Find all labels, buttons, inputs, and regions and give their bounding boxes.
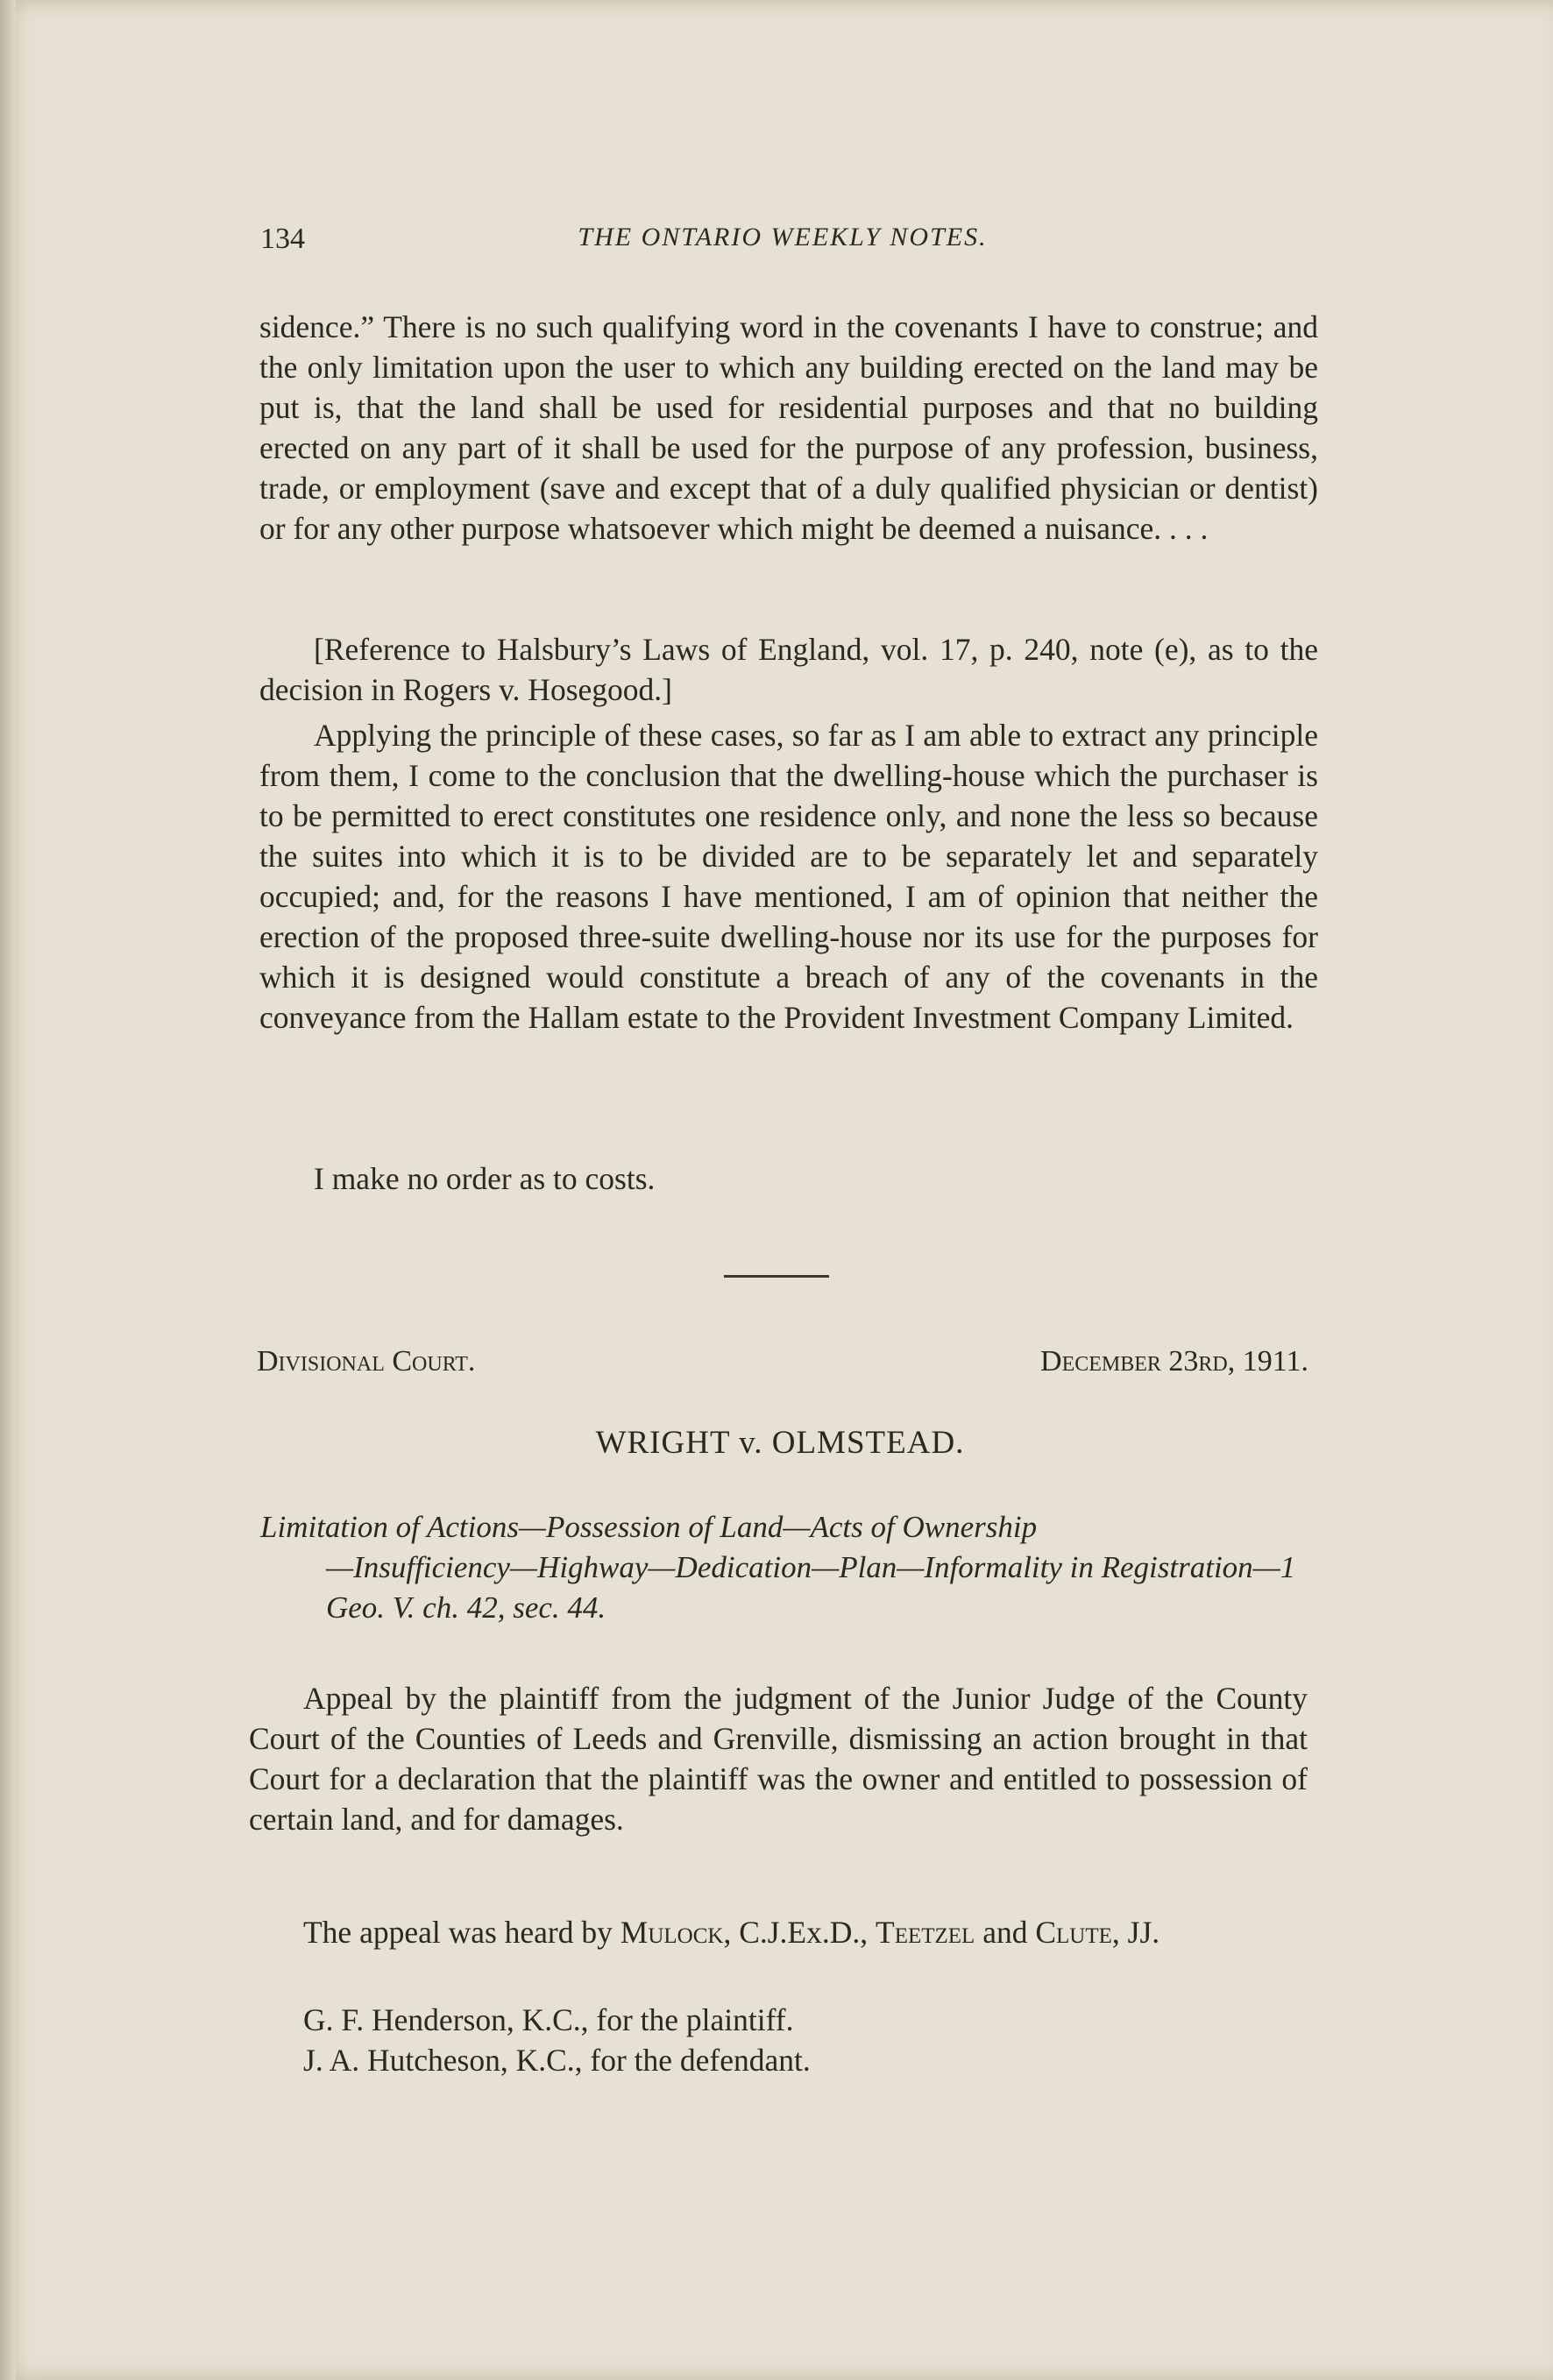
body-paragraph-4: I make no order as to costs. xyxy=(314,1161,656,1196)
headnote-line-1: Limitation of Actions—Possession of Land—Acts of Ownership xyxy=(260,1510,1038,1544)
judge-mulock: Mulock xyxy=(620,1915,724,1950)
case-title: WRIGHT v. OLMSTEAD. xyxy=(595,1425,965,1461)
counsel-plaintiff: G. F. Henderson, K.C., for the plaintiff. xyxy=(303,2002,794,2037)
running-head: THE ONTARIO WEEKLY NOTES. xyxy=(578,223,988,251)
body-paragraph-3: Applying the principle of these cases, so far as I am able to extract any principle from them, I come to the conclusion that the dwelling-house which the purchaser is to be permitted to erect constitutes one residence only, and none the less so because the suites into which it is to be divided are to be separately let and separately occupied; and, for the reasons I have mentioned, I am of opinion that neither the erection of the proposed three-suite dwelling-house nor its use for the purposes for which it is designed would constitute a breach of any of the covenants in the conveyance from the Hallam estate to the Provident Investment Company Limited. xyxy=(259,718,1318,1035)
headnote-continuation: —Insufficiency—Highway—Dedication—Plan—Informality in Registration—1 Geo. V. ch. 42, sec. 44. xyxy=(326,1550,1296,1625)
hearing-suffix: , JJ. xyxy=(1111,1915,1160,1950)
court-date-line xyxy=(257,1345,1308,1389)
court-name: Divisional Court. xyxy=(257,1345,476,1378)
page-spine-shadow xyxy=(0,0,16,2380)
body-paragraph-2: [Reference to Halsbury’s Laws of England, vol. 17, p. 240, note (e), as to the decision in Rogers v. Hosegood.] xyxy=(259,632,1318,707)
appeal-paragraph: Appeal by the plaintiff from the judgment of the Junior Judge of the County Court of the Counties of Leeds and Grenville, dismissing an action brought in that Court for a declaration that the plaintiff was the owner and entitled to possession of certain land, and for damages. xyxy=(249,1681,1308,1837)
counsel-defendant: J. A. Hutcheson, K.C., for the defendant. xyxy=(303,2043,811,2078)
section-divider xyxy=(724,1275,829,1278)
hearing-mid: , C.J.Ex.D., xyxy=(723,1915,876,1950)
hearing-prefix: The appeal was heard by xyxy=(303,1915,620,1950)
page-header xyxy=(248,217,1317,261)
judge-teetzel: Teetzel xyxy=(876,1915,975,1950)
case-headnote xyxy=(260,1507,1310,1628)
body-paragraph-1: sidence.” There is no such qualifying word in the covenants I have to construe; and the only limitation upon the user to which any building erected on the land may be put is, that the land shall be used for residential purposes and that no building erected on any part of it shall be used for the purpose of any profession, business, trade, or employment (save and except that of a duly qualified physician or dentist) or for any other purpose whatsoever which might be deemed a nuisance. . . . xyxy=(259,309,1318,546)
judge-clute: Clute xyxy=(1035,1915,1112,1950)
hearing-and: and xyxy=(975,1915,1036,1950)
page-number: 134 xyxy=(260,223,305,255)
decision-date: December 23rd, 1911. xyxy=(1040,1345,1308,1378)
hearing-paragraph xyxy=(249,1912,1308,1952)
